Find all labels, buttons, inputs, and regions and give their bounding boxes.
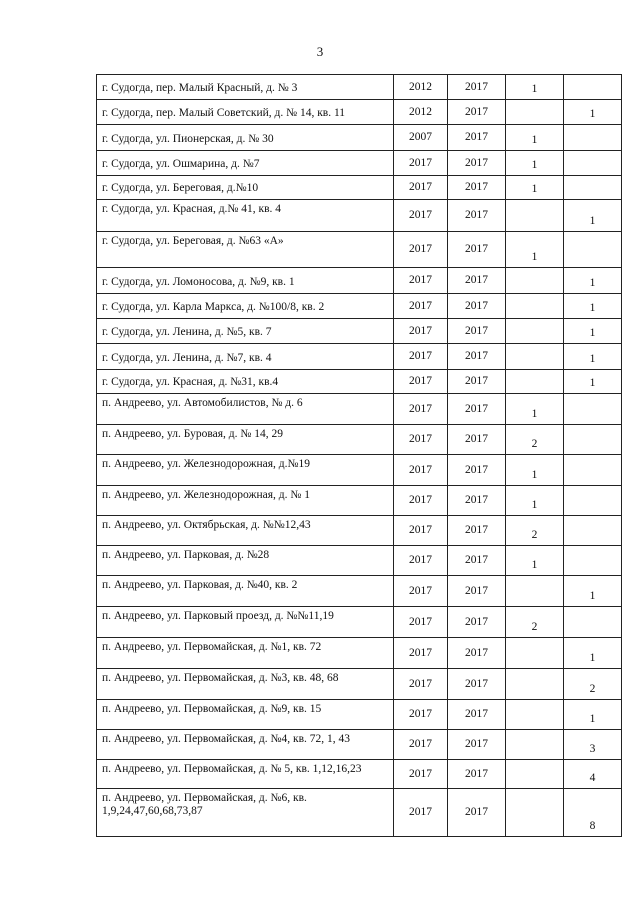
count-b-cell: 1 bbox=[564, 700, 622, 730]
count-b-cell: 1 bbox=[564, 294, 622, 319]
year-to-cell: 2017 bbox=[448, 125, 506, 151]
count-a-cell: 1 bbox=[506, 394, 564, 425]
year-from-cell: 2017 bbox=[394, 576, 448, 607]
year-from-cell: 2017 bbox=[394, 789, 448, 837]
year-to-cell: 2017 bbox=[448, 151, 506, 176]
table-row bbox=[97, 760, 622, 789]
count-b-cell: 1 bbox=[564, 344, 622, 370]
year-from-cell: 2017 bbox=[394, 760, 448, 789]
year-to-cell: 2017 bbox=[448, 232, 506, 268]
table-row bbox=[97, 319, 622, 344]
count-b-cell bbox=[564, 455, 622, 486]
year-to-cell: 2017 bbox=[448, 789, 506, 837]
address-cell: г. Судогда, ул. Ломоносова, д. №9, кв. 1 bbox=[97, 268, 394, 294]
table-row bbox=[97, 370, 622, 394]
count-a-cell bbox=[506, 730, 564, 760]
table-row bbox=[97, 75, 622, 100]
year-to-cell: 2017 bbox=[448, 268, 506, 294]
table-row bbox=[97, 200, 622, 232]
year-from-cell: 2017 bbox=[394, 516, 448, 546]
count-b-cell: 1 bbox=[564, 370, 622, 394]
count-a-cell bbox=[506, 294, 564, 319]
year-from-cell: 2017 bbox=[394, 370, 448, 394]
address-cell: г. Судогда, ул. Пионерская, д. № 30 bbox=[97, 125, 394, 151]
address-cell: п. Андреево, ул. Октябрьская, д. №№12,43 bbox=[97, 516, 394, 546]
count-b-cell bbox=[564, 486, 622, 516]
table-row bbox=[97, 176, 622, 200]
year-to-cell: 2017 bbox=[448, 200, 506, 232]
year-to-cell: 2017 bbox=[448, 576, 506, 607]
year-to-cell: 2017 bbox=[448, 607, 506, 638]
count-a-cell bbox=[506, 638, 564, 669]
count-b-cell bbox=[564, 425, 622, 455]
year-to-cell: 2017 bbox=[448, 176, 506, 200]
count-b-cell: 1 bbox=[564, 268, 622, 294]
count-b-cell bbox=[564, 125, 622, 151]
address-cell: п. Андреево, ул. Автомобилистов, № д. 6 bbox=[97, 394, 394, 425]
year-from-cell: 2017 bbox=[394, 294, 448, 319]
table-row bbox=[97, 546, 622, 576]
page-number: 3 bbox=[316, 44, 324, 59]
year-from-cell: 2017 bbox=[394, 425, 448, 455]
year-to-cell: 2017 bbox=[448, 700, 506, 730]
address-cell: п. Андреево, ул. Первомайская, д. № 5, кв. 1,12,16,23 bbox=[97, 760, 394, 789]
address-cell: п. Андреево, ул. Первомайская, д. №1, кв. 72 bbox=[97, 638, 394, 669]
address-cell: п. Андреево, ул. Парковый проезд, д. №№11,19 bbox=[97, 607, 394, 638]
table-row bbox=[97, 516, 622, 546]
address-cell: г. Судогда, ул. Красная, д.№ 41, кв. 4 bbox=[97, 200, 394, 232]
year-from-cell: 2012 bbox=[394, 75, 448, 100]
address-cell: п. Андреево, ул. Железнодорожная, д.№19 bbox=[97, 455, 394, 486]
count-b-cell bbox=[564, 75, 622, 100]
year-from-cell: 2017 bbox=[394, 344, 448, 370]
address-cell: п. Андреево, ул. Первомайская, д. №3, кв. 48, 68 bbox=[97, 669, 394, 700]
count-a-cell: 1 bbox=[506, 232, 564, 268]
address-table-body bbox=[97, 75, 622, 837]
address-cell: п. Андреево, ул. Первомайская, д. №9, кв. 15 bbox=[97, 700, 394, 730]
table-row bbox=[97, 232, 622, 268]
address-cell: п. Андреево, ул. Железнодорожная, д. № 1 bbox=[97, 486, 394, 516]
address-cell: г. Судогда, ул. Ошмарина, д. №7 bbox=[97, 151, 394, 176]
year-from-cell: 2017 bbox=[394, 730, 448, 760]
year-from-cell: 2012 bbox=[394, 100, 448, 125]
year-to-cell: 2017 bbox=[448, 344, 506, 370]
address-cell: п. Андреево, ул. Первомайская, д. №4, кв. 72, 1, 43 bbox=[97, 730, 394, 760]
count-a-cell bbox=[506, 200, 564, 232]
year-to-cell: 2017 bbox=[448, 760, 506, 789]
year-from-cell: 2007 bbox=[394, 125, 448, 151]
year-to-cell: 2017 bbox=[448, 638, 506, 669]
table-row bbox=[97, 730, 622, 760]
year-from-cell: 2017 bbox=[394, 486, 448, 516]
count-a-cell bbox=[506, 760, 564, 789]
count-a-cell: 2 bbox=[506, 607, 564, 638]
count-a-cell: 1 bbox=[506, 455, 564, 486]
table-row bbox=[97, 455, 622, 486]
count-a-cell bbox=[506, 700, 564, 730]
address-cell: г. Судогда, ул. Карла Маркса, д. №100/8, кв. 2 bbox=[97, 294, 394, 319]
table-row bbox=[97, 125, 622, 151]
count-b-cell bbox=[564, 176, 622, 200]
table-row bbox=[97, 789, 622, 837]
count-a-cell bbox=[506, 789, 564, 837]
year-from-cell: 2017 bbox=[394, 176, 448, 200]
address-cell: г. Судогда, ул. Береговая, д. №63 «А» bbox=[97, 232, 394, 268]
table-row bbox=[97, 394, 622, 425]
table-row bbox=[97, 700, 622, 730]
address-cell: г. Судогда, ул. Красная, д. №31, кв.4 bbox=[97, 370, 394, 394]
count-a-cell: 1 bbox=[506, 75, 564, 100]
year-to-cell: 2017 bbox=[448, 294, 506, 319]
count-a-cell bbox=[506, 268, 564, 294]
year-to-cell: 2017 bbox=[448, 394, 506, 425]
year-from-cell: 2017 bbox=[394, 455, 448, 486]
table-row bbox=[97, 425, 622, 455]
count-b-cell bbox=[564, 232, 622, 268]
count-b-cell: 1 bbox=[564, 100, 622, 125]
year-from-cell: 2017 bbox=[394, 638, 448, 669]
address-cell: г. Судогда, ул. Ленина, д. №5, кв. 7 bbox=[97, 319, 394, 344]
count-a-cell bbox=[506, 370, 564, 394]
address-cell: п. Андреево, ул. Буровая, д. № 14, 29 bbox=[97, 425, 394, 455]
count-b-cell: 1 bbox=[564, 200, 622, 232]
count-a-cell: 1 bbox=[506, 125, 564, 151]
count-b-cell: 1 bbox=[564, 638, 622, 669]
address-table bbox=[96, 74, 622, 837]
year-to-cell: 2017 bbox=[448, 486, 506, 516]
count-a-cell: 1 bbox=[506, 546, 564, 576]
count-a-cell: 2 bbox=[506, 425, 564, 455]
count-b-cell: 4 bbox=[564, 760, 622, 789]
table-row bbox=[97, 100, 622, 125]
table-row bbox=[97, 669, 622, 700]
count-b-cell bbox=[564, 516, 622, 546]
year-from-cell: 2017 bbox=[394, 669, 448, 700]
table-row bbox=[97, 294, 622, 319]
count-a-cell bbox=[506, 669, 564, 700]
year-to-cell: 2017 bbox=[448, 546, 506, 576]
count-a-cell: 2 bbox=[506, 516, 564, 546]
year-to-cell: 2017 bbox=[448, 425, 506, 455]
year-to-cell: 2017 bbox=[448, 516, 506, 546]
year-to-cell: 2017 bbox=[448, 75, 506, 100]
table-row bbox=[97, 607, 622, 638]
table-row bbox=[97, 486, 622, 516]
address-cell: г. Судогда, ул. Береговая, д.№10 bbox=[97, 176, 394, 200]
year-from-cell: 2017 bbox=[394, 394, 448, 425]
table-row bbox=[97, 638, 622, 669]
address-cell: г. Судогда, пер. Малый Советский, д. № 14, кв. 11 bbox=[97, 100, 394, 125]
year-to-cell: 2017 bbox=[448, 455, 506, 486]
count-a-cell: 1 bbox=[506, 176, 564, 200]
year-from-cell: 2017 bbox=[394, 200, 448, 232]
count-a-cell: 1 bbox=[506, 151, 564, 176]
address-cell: п. Андреево, ул. Парковая, д. №28 bbox=[97, 546, 394, 576]
year-to-cell: 2017 bbox=[448, 319, 506, 344]
count-b-cell bbox=[564, 394, 622, 425]
table-row bbox=[97, 151, 622, 176]
count-a-cell bbox=[506, 344, 564, 370]
table-row bbox=[97, 268, 622, 294]
count-b-cell: 2 bbox=[564, 669, 622, 700]
count-b-cell: 3 bbox=[564, 730, 622, 760]
count-a-cell bbox=[506, 576, 564, 607]
year-to-cell: 2017 bbox=[448, 100, 506, 125]
count-b-cell bbox=[564, 546, 622, 576]
year-from-cell: 2017 bbox=[394, 700, 448, 730]
count-b-cell: 1 bbox=[564, 319, 622, 344]
year-from-cell: 2017 bbox=[394, 546, 448, 576]
count-b-cell bbox=[564, 607, 622, 638]
year-to-cell: 2017 bbox=[448, 370, 506, 394]
year-from-cell: 2017 bbox=[394, 607, 448, 638]
count-b-cell bbox=[564, 151, 622, 176]
table-row bbox=[97, 344, 622, 370]
table-row bbox=[97, 576, 622, 607]
year-to-cell: 2017 bbox=[448, 669, 506, 700]
year-from-cell: 2017 bbox=[394, 319, 448, 344]
count-b-cell: 8 bbox=[564, 789, 622, 837]
count-a-cell bbox=[506, 319, 564, 344]
count-a-cell: 1 bbox=[506, 486, 564, 516]
count-b-cell: 1 bbox=[564, 576, 622, 607]
address-cell: г. Судогда, пер. Малый Красный, д. № 3 bbox=[97, 75, 394, 100]
address-cell: п. Андреево, ул. Первомайская, д. №6, кв. 1,9,24,47,60,68,73,87 bbox=[97, 789, 394, 837]
address-cell: г. Судогда, ул. Ленина, д. №7, кв. 4 bbox=[97, 344, 394, 370]
year-from-cell: 2017 bbox=[394, 268, 448, 294]
year-from-cell: 2017 bbox=[394, 232, 448, 268]
year-to-cell: 2017 bbox=[448, 730, 506, 760]
count-a-cell bbox=[506, 100, 564, 125]
address-cell: п. Андреево, ул. Парковая, д. №40, кв. 2 bbox=[97, 576, 394, 607]
year-from-cell: 2017 bbox=[394, 151, 448, 176]
